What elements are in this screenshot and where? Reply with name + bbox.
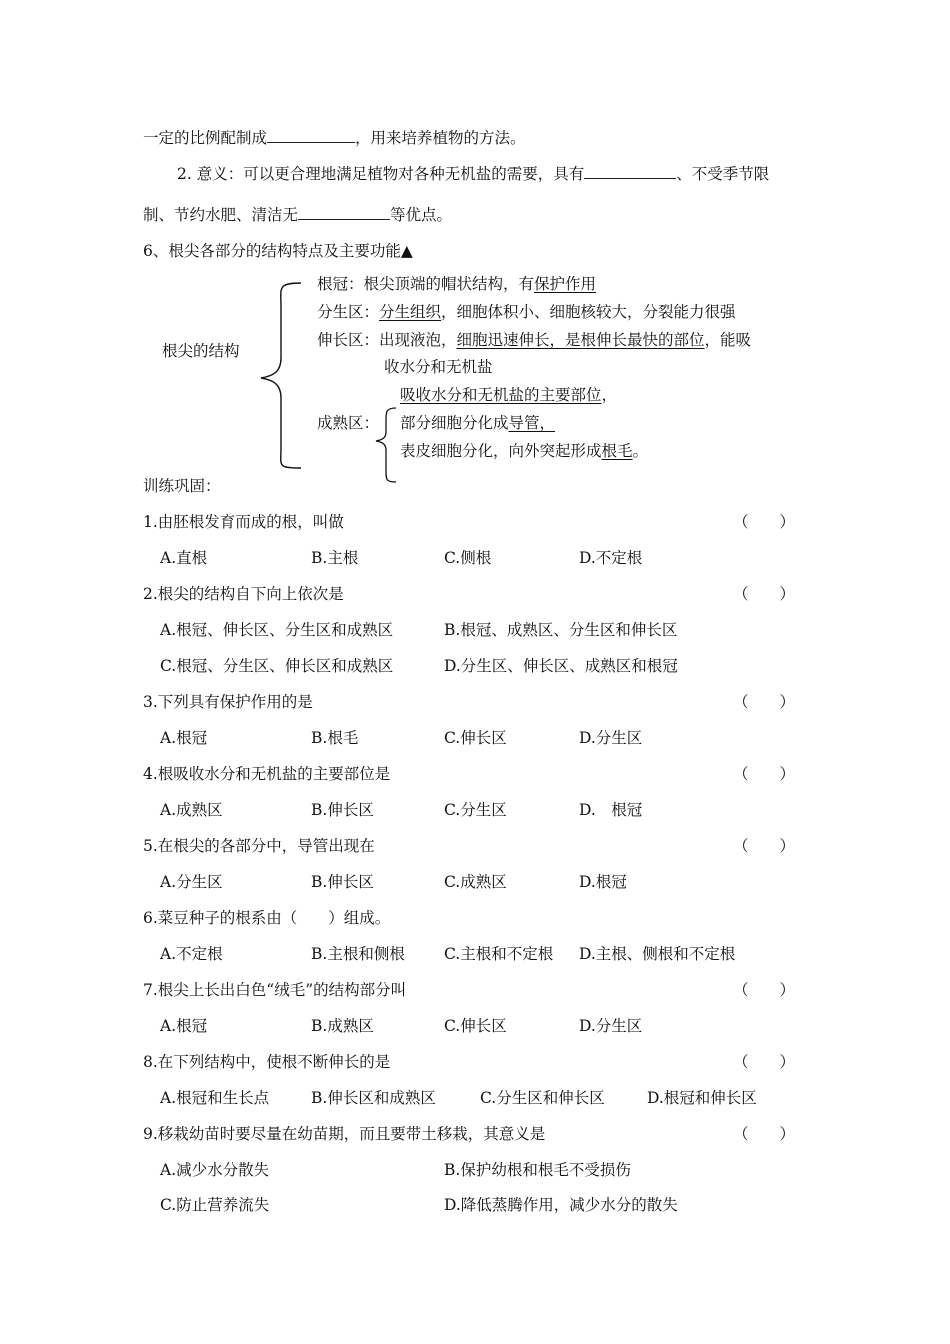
mature-item-1-underline: 吸收水分和无机盐的主要部位 — [400, 386, 602, 404]
option-1a[interactable]: A.直根 — [160, 549, 208, 567]
option-9c[interactable]: C.防止营养流失 — [160, 1196, 270, 1214]
option-2b[interactable]: B.根冠、成熟区、分生区和伸长区 — [444, 621, 678, 639]
punct: 。 — [632, 442, 649, 460]
option-6c[interactable]: C.主根和不定根 — [444, 945, 554, 963]
option-8d[interactable]: D.根冠和伸长区 — [647, 1089, 757, 1107]
practice-title: 训练巩固： — [143, 477, 221, 495]
option-5a[interactable]: A.分生区 — [160, 873, 223, 891]
fill-blank[interactable] — [267, 128, 355, 143]
intro-line-1 — [143, 128, 526, 148]
answer-paren-1[interactable]: （ ） — [733, 513, 796, 531]
brace-large — [255, 278, 315, 473]
option-5c[interactable]: C.成熟区 — [444, 873, 507, 891]
elongation-text-tail: ，能吸 — [704, 331, 752, 349]
option-3d[interactable]: D.分生区 — [579, 729, 643, 747]
question-5: 5.在根尖的各部分中，导管出现在 — [143, 837, 375, 855]
mature-item-2-text: 部分细胞分化成 — [400, 414, 509, 432]
elongation-row-2: 收水分和无机盐 — [384, 358, 493, 376]
answer-paren-3[interactable]: （ ） — [733, 693, 796, 711]
option-7c[interactable]: C.伸长区 — [444, 1017, 507, 1035]
root-cap-text: 根尖顶端的帽状结构，有 — [363, 275, 535, 293]
question-1: 1.由胚根发育而成的根，叫做 — [143, 513, 344, 531]
option-2d[interactable]: D.分生区、伸长区、成熟区和根冠 — [444, 657, 678, 675]
intro-line-3 — [143, 205, 452, 225]
question-7: 7.根尖上长出白色“绒毛”的结构部分叫 — [143, 981, 407, 999]
intro-text: 制、节约水肥、清洁无 — [143, 206, 299, 224]
root-cap-name: 根冠： — [317, 275, 364, 293]
fill-blank[interactable] — [584, 164, 676, 179]
question-4: 4.根吸收水分和无机盐的主要部位是 — [143, 765, 391, 783]
option-4b[interactable]: B.伸长区 — [311, 801, 374, 819]
fill-blank[interactable] — [298, 205, 390, 220]
intro-text: ，用来培养植物的方法。 — [355, 129, 526, 147]
mature-zone-name: 成熟区： — [317, 414, 380, 432]
mature-item-3 — [400, 441, 648, 461]
question-9: 9.移栽幼苗时要尽量在幼苗期，而且要带土移栽，其意义是 — [143, 1125, 546, 1143]
intro-text: 等优点。 — [390, 206, 453, 224]
punct: ， — [601, 386, 618, 404]
mature-item-1 — [400, 385, 617, 405]
option-9a[interactable]: A.减少水分散失 — [160, 1161, 270, 1179]
elongation-text: 出现液泡， — [379, 331, 457, 349]
option-9b[interactable]: B.保护幼根和根毛不受损伤 — [444, 1161, 631, 1179]
answer-paren-2[interactable]: （ ） — [733, 585, 796, 603]
question-8: 8.在下列结构中，使根不断伸长的是 — [143, 1053, 391, 1071]
mature-item-3-underline: 根毛 — [601, 442, 633, 460]
option-6d[interactable]: D.主根、侧根和不定根 — [579, 945, 736, 963]
answer-paren-8[interactable]: （ ） — [733, 1053, 796, 1071]
option-7d[interactable]: D.分生区 — [579, 1017, 643, 1035]
meristem-text: ，细胞体积小、细胞核较大，分裂能力很强 — [441, 303, 736, 321]
option-3b[interactable]: B.根毛 — [311, 729, 359, 747]
intro-text: 一定的比例配制成 — [143, 129, 268, 147]
question-3: 3.下列具有保护作用的是 — [143, 693, 313, 711]
mature-item-2-underline: 导管， — [508, 414, 556, 432]
meristem-underline: 分生组织 — [379, 303, 442, 321]
option-5b[interactable]: B.伸长区 — [311, 873, 374, 891]
question-6: 6.菜豆种子的根系由（ ）组成。 — [143, 909, 391, 927]
section-title: 6、根尖各部分的结构特点及主要功能▲ — [143, 242, 413, 260]
answer-paren-7[interactable]: （ ） — [733, 981, 796, 999]
elongation-underline: 细胞迅速伸长，是根伸长最快的部位 — [456, 331, 705, 349]
option-1d[interactable]: D.不定根 — [579, 549, 643, 567]
option-7b[interactable]: B.成熟区 — [311, 1017, 374, 1035]
root-cap-underline: 保护作用 — [534, 275, 597, 293]
intro-text: 2. 意义：可以更合理地满足植物对各种无机盐的需要，具有 — [177, 165, 585, 183]
mature-item-2 — [400, 413, 555, 433]
answer-paren-5[interactable]: （ ） — [733, 837, 796, 855]
option-8a[interactable]: A.根冠和生长点 — [160, 1089, 270, 1107]
elongation-name: 伸长区： — [317, 331, 380, 349]
option-9d[interactable]: D.降低蒸腾作用，减少水分的散失 — [444, 1196, 678, 1214]
option-4a[interactable]: A.成熟区 — [160, 801, 223, 819]
option-3a[interactable]: A.根冠 — [160, 729, 208, 747]
option-7a[interactable]: A.根冠 — [160, 1017, 208, 1035]
option-5d[interactable]: D.根冠 — [579, 873, 627, 891]
answer-paren-4[interactable]: （ ） — [733, 765, 796, 783]
meristem-row — [317, 302, 736, 322]
root-structure-label: 根尖的结构 — [162, 342, 240, 360]
mature-item-3-text: 表皮细胞分化，向外突起形成 — [400, 442, 602, 460]
option-4c[interactable]: C.分生区 — [444, 801, 507, 819]
option-3c[interactable]: C.伸长区 — [444, 729, 507, 747]
question-2: 2.根尖的结构自下向上依次是 — [143, 585, 344, 603]
intro-text: 、不受季节限 — [676, 165, 770, 183]
meristem-name: 分生区： — [317, 303, 380, 321]
option-6a[interactable]: A.不定根 — [160, 945, 223, 963]
option-1b[interactable]: B.主根 — [311, 549, 359, 567]
option-4d[interactable]: D. 根冠 — [579, 801, 643, 819]
elongation-row — [317, 330, 751, 350]
option-8b[interactable]: B.伸长区和成熟区 — [311, 1089, 436, 1107]
root-cap-row — [317, 274, 596, 294]
option-8c[interactable]: C.分生区和伸长区 — [480, 1089, 605, 1107]
answer-paren-9[interactable]: （ ） — [733, 1125, 796, 1143]
option-2a[interactable]: A.根冠、伸长区、分生区和成熟区 — [160, 621, 394, 639]
option-6b[interactable]: B.主根和侧根 — [311, 945, 405, 963]
intro-line-2 — [177, 164, 769, 184]
option-2c[interactable]: C.根冠、分生区、伸长区和成熟区 — [160, 657, 394, 675]
option-1c[interactable]: C.侧根 — [444, 549, 492, 567]
